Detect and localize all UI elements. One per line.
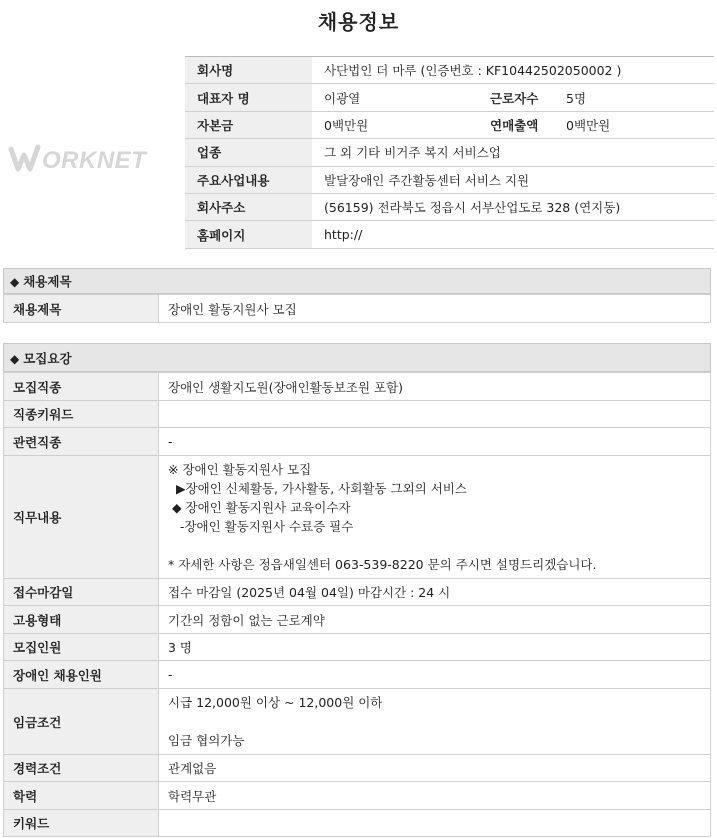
wage-line — [168, 712, 701, 731]
ceo-label: 대표자 명 — [185, 84, 312, 111]
duty-row — [4, 456, 711, 579]
disabled-hire-value: - — [159, 661, 711, 689]
education-label: 학력 — [4, 782, 159, 810]
keywords-label: 키워드 — [4, 810, 159, 837]
ceo-value: 이광열 — [312, 84, 480, 111]
related-occupation-value: - — [159, 428, 711, 456]
career-value: 관계없음 — [159, 755, 711, 782]
address-value: (56159) 전라북도 정읍시 서부산업도로 328 (연지동) — [312, 193, 714, 220]
requirements-section — [3, 343, 711, 837]
requirements-section-header-text: 모집요강 — [23, 351, 72, 366]
sales-label: 연매출액 — [480, 111, 554, 138]
duty-line — [168, 536, 701, 555]
disabled-hire-row — [4, 661, 711, 689]
duty-label: 직무내용 — [4, 456, 159, 579]
related-occupation-row — [4, 428, 711, 456]
diamond-icon: ◆ — [10, 275, 20, 289]
industry-value: 그 외 기타 비거주 복지 서비스업 — [312, 139, 714, 166]
company-name-value: 사단법인 더 마루 (인증번호 : KF10442502050002 ) — [312, 57, 714, 84]
company-name-row — [185, 57, 714, 84]
business-value: 발달장애인 주간활동센터 서비스 지원 — [312, 166, 714, 193]
headcount-row — [4, 634, 711, 661]
education-value: 학력무관 — [159, 782, 711, 810]
sales-value: 0백만원 — [554, 111, 714, 138]
job-title-label: 채용제목 — [4, 295, 159, 323]
address-row — [185, 193, 714, 220]
employment-type-row — [4, 606, 711, 634]
deadline-value: 접수 마감일 (2025년 04월 04일) 마감시간 : 24 시 — [159, 579, 711, 606]
business-label: 주요사업내용 — [185, 166, 312, 193]
headcount-value: 3 명 — [159, 634, 711, 661]
deadline-label: 접수마감일 — [4, 579, 159, 606]
diamond-icon: ◆ — [10, 352, 20, 366]
wage-line: 시급 12,000원 이상 ~ 12,000원 이하 — [168, 695, 383, 710]
occupation-value: 장애인 생활지도원(장애인활동보조원 포함) — [159, 373, 711, 401]
occupation-keyword-label: 직종키워드 — [4, 401, 159, 428]
job-title-section — [3, 268, 711, 323]
job-title-row — [4, 295, 711, 323]
wage-label: 임금조건 — [4, 689, 159, 755]
duty-line: -장애인 활동지원사 수료증 필수 — [168, 519, 354, 534]
wage-row — [4, 689, 711, 755]
address-label: 회사주소 — [185, 193, 312, 220]
svg-text:ORKNET: ORKNET — [42, 147, 147, 173]
company-info-table — [185, 56, 714, 249]
career-row — [4, 755, 711, 782]
industry-row — [185, 139, 714, 166]
job-title-section-header — [3, 268, 711, 294]
duty-line: ▶장애인 신체활동, 가사활동, 사회활동 그외의 서비스 — [168, 481, 467, 496]
requirements-section-header — [3, 343, 711, 372]
employees-value: 5명 — [554, 84, 714, 111]
homepage-row — [185, 221, 714, 248]
page-title: 채용정보 — [317, 10, 400, 34]
worknet-logo — [8, 143, 163, 173]
duty-line: * 자세한 사항은 정읍새일센터 063-539-8220 문의 주시면 설명드리겠습니다. — [168, 557, 597, 572]
duty-line: ※ 장애인 활동지원사 모집 — [168, 462, 312, 477]
ceo-row — [185, 84, 714, 111]
keywords-value — [159, 810, 711, 837]
keywords-row — [4, 810, 711, 837]
capital-value: 0백만원 — [312, 111, 480, 138]
occupation-label: 모집직종 — [4, 373, 159, 401]
employment-type-label: 고용형태 — [4, 606, 159, 634]
wage-line: 임금 협의가능 — [168, 733, 245, 748]
industry-label: 업종 — [185, 139, 312, 166]
job-title-value: 장애인 활동지원사 모집 — [159, 295, 711, 323]
occupation-keyword-row — [4, 401, 711, 428]
headcount-label: 모집인원 — [4, 634, 159, 661]
capital-row — [185, 111, 714, 138]
employees-label: 근로자수 — [480, 84, 554, 111]
homepage-label: 홈페이지 — [185, 221, 312, 248]
employment-type-value: 기간의 정함이 없는 근로계약 — [159, 606, 711, 634]
wage-content — [159, 689, 711, 755]
homepage-link[interactable]: http:// — [312, 221, 714, 248]
related-occupation-label: 관련직종 — [4, 428, 159, 456]
requirements-table — [3, 372, 711, 837]
deadline-row — [4, 579, 711, 606]
job-title-table — [3, 294, 711, 323]
duty-line: ◆ 장애인 활동지원사 교육이수자 — [168, 500, 351, 515]
occupation-row — [4, 373, 711, 401]
career-label: 경력조건 — [4, 755, 159, 782]
job-title-section-header-text: 채용제목 — [23, 274, 72, 289]
company-name-label: 회사명 — [185, 57, 312, 84]
education-row — [4, 782, 711, 810]
business-row — [185, 166, 714, 193]
capital-label: 자본금 — [185, 111, 312, 138]
occupation-keyword-value — [159, 401, 711, 428]
disabled-hire-label: 장애인 채용인원 — [4, 661, 159, 689]
duty-content — [159, 456, 711, 579]
